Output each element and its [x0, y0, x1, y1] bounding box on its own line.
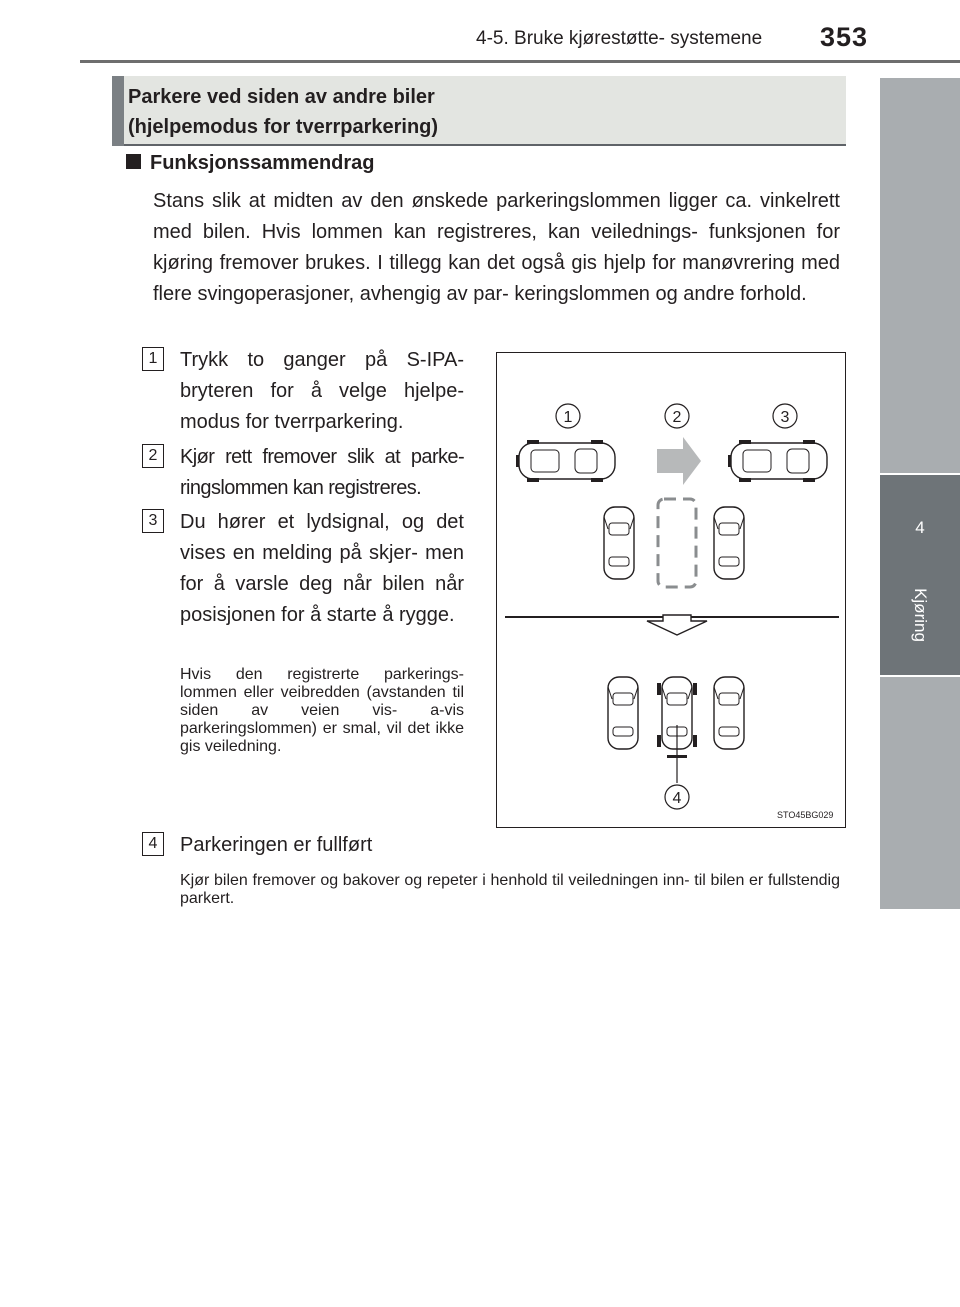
chapter-label: Kjøring [911, 588, 930, 642]
section-title-line-1: Parkere ved siden av andre biler [128, 86, 435, 108]
forward-arrow-icon [657, 437, 701, 485]
thumb-tab-active [880, 475, 960, 675]
figure-code: STO45BG029 [777, 810, 834, 820]
step-number-4: 4 [142, 832, 164, 856]
step-number-3: 3 [142, 509, 164, 533]
header-rule [80, 60, 960, 63]
chapter-number: 4 [915, 518, 925, 537]
callout-3 [773, 404, 797, 428]
subsection-heading-text: Funksjonssammendrag [150, 152, 375, 174]
parking-illustration [496, 352, 846, 828]
section-title [128, 82, 438, 142]
parked-car-right [714, 507, 744, 579]
step-text-1: Trykk to ganger på S-IPA- bryteren for å velge hjelpe- modus for tverrparkering. [180, 349, 464, 433]
square-bullet-icon [126, 154, 141, 169]
callout-4-label: 4 [672, 790, 682, 807]
step-text-3: Du hører et lydsignal, og det vises en melding på skjer- men for å varsle deg når bilen når posisjonen for å starte å rygge. [180, 511, 464, 626]
callout-2-label: 2 [672, 409, 682, 426]
vehicle-side-end [728, 440, 827, 482]
step-text-2: Kjør rett fremover slik at parke- ringslommen kan registreres. [180, 446, 464, 499]
callout-3-label: 3 [780, 409, 790, 426]
step-number-1: 1 [142, 347, 164, 371]
callout-1 [556, 404, 580, 428]
target-parking-space [658, 499, 696, 587]
thumb-tab-lower [880, 677, 960, 909]
step-text-4: Parkeringen er fullført [180, 834, 373, 856]
section-title-bar [112, 76, 124, 146]
subsection-heading [126, 152, 375, 175]
vehicle-side-start [516, 440, 615, 482]
section-title-line-2: (hjelpemodus for tverrparkering) [128, 116, 439, 138]
parked-car-left [604, 507, 634, 579]
callout-1-label: 1 [563, 409, 573, 426]
step-note-3: Hvis den registrerte parkerings- lommen eller veibredden (avstanden til siden av veien vis- a-vis parkeringslommen) er smal, vil det ikke gis veiledning. [180, 666, 464, 755]
parked-car-right-final [714, 677, 744, 749]
thumb-tab-upper [880, 78, 960, 473]
parked-car-left-final [608, 677, 638, 749]
running-header-section: 4-5. Bruke kjørestøtte- systemene [476, 28, 763, 49]
own-vehicle-parked [657, 677, 697, 783]
step-number-2: 2 [142, 444, 164, 468]
callout-2 [665, 404, 689, 428]
intro-paragraph: Stans slik at midten av den ønskede parkeringslommen ligger ca. vinkelrett med bilen. Hvis lommen kan registreres, kan veilednings- funksjonen for kjøring fremover brukes. I tillegg kan det også gis hjelp for manøvrering med flere svingoperasjoner, avhengig av par- keringslommen og andre forhold. [153, 190, 840, 305]
step-note-4: Kjør bilen fremover og bakover og repeter i henhold til veiledningen inn- til bilen er fullstendig parkert. [180, 872, 840, 907]
parking-diagram [497, 353, 847, 829]
page-number: 353 [820, 22, 869, 52]
callout-4 [665, 785, 689, 809]
